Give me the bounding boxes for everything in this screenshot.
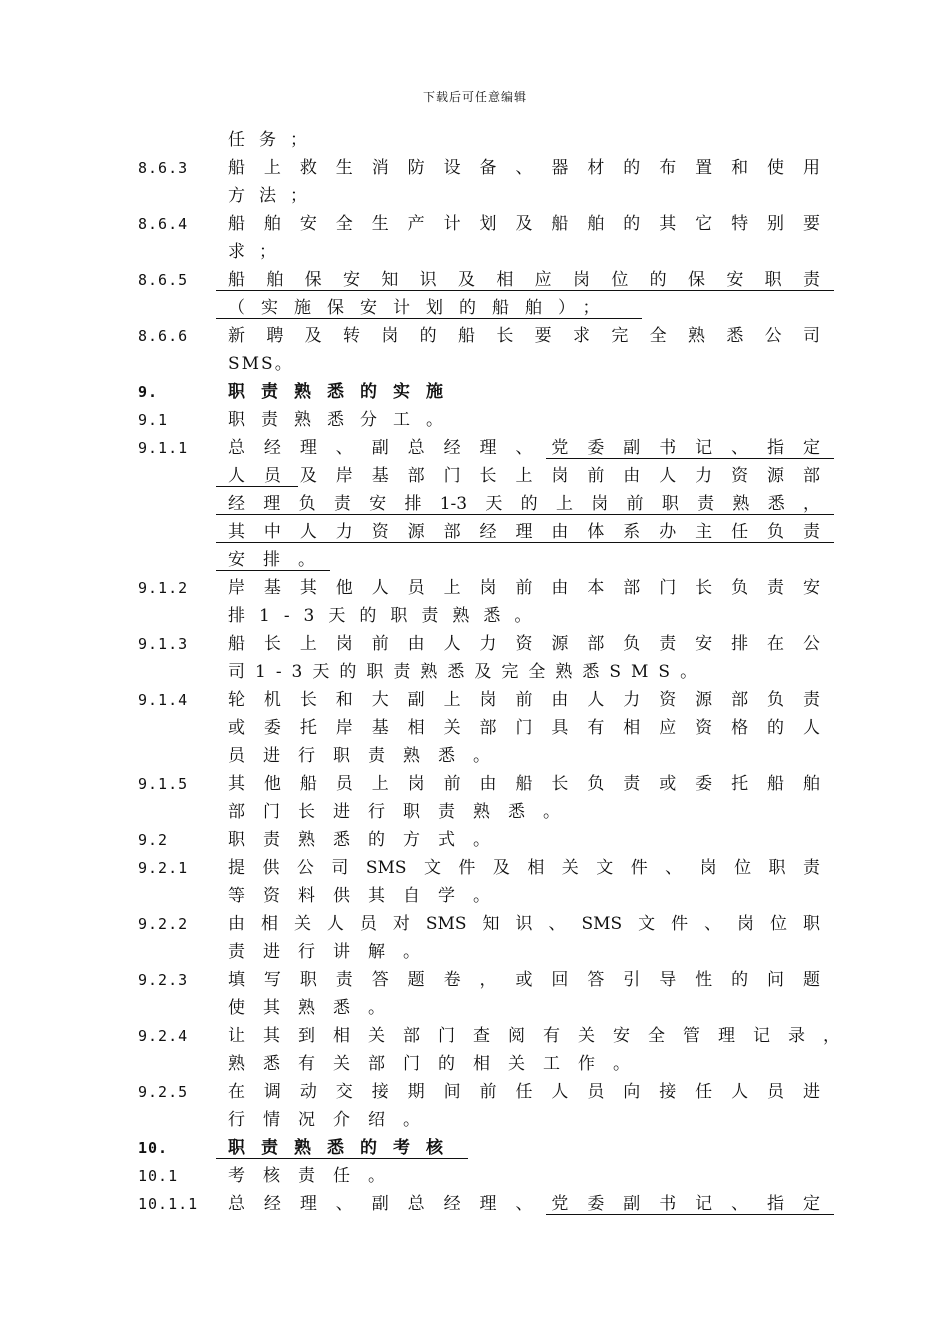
underline <box>216 318 642 319</box>
list-item <box>0 910 950 938</box>
clause-text: 由相关人员对SMS知识、SMS文件、岗位职 <box>228 914 820 934</box>
list-item <box>0 1050 950 1078</box>
clause-number: 9.1.3 <box>138 635 189 653</box>
clause-text: 任务； <box>228 130 321 150</box>
clause-text: 在调动交接期间前任人员向接任人员进 <box>228 1082 820 1102</box>
list-item <box>0 462 950 490</box>
clause-number: 9.2.4 <box>138 1027 189 1045</box>
list-item <box>0 714 950 742</box>
clause-text: 考核责任。 <box>228 1166 403 1186</box>
clause-number: 9.2.5 <box>138 1083 189 1101</box>
list-item <box>0 294 950 322</box>
underline <box>216 290 834 291</box>
clause-text: 船舶保安知识及相应岗位的保安职责 <box>228 270 820 290</box>
list-item <box>0 770 950 798</box>
clause-text: 熟悉有关部门的相关工作。 <box>228 1054 648 1074</box>
underline <box>216 570 330 571</box>
clause-number: 8.6.3 <box>138 159 189 177</box>
underline <box>546 1214 834 1215</box>
clause-text: 或委托岸基相关部门具有相应资格的人 <box>228 718 820 738</box>
list-item <box>0 1162 950 1190</box>
clause-number: 9.1.5 <box>138 775 189 793</box>
clause-number: 10.1 <box>138 1167 179 1185</box>
clause-text: 新聘及转岗的船长要求完全熟悉公司 <box>228 326 820 346</box>
list-item <box>0 630 950 658</box>
clause-text: 船舶安全生产计划及船舶的其它特别要 <box>228 214 820 234</box>
clause-number: 8.6.6 <box>138 327 189 345</box>
section-number: 10. <box>138 1139 169 1157</box>
clause-text: 员进行职责熟悉。 <box>228 746 508 766</box>
clause-text: 等资料供其自学。 <box>228 886 508 906</box>
clause-text: 船上救生消防设备、器材的布置和使用 <box>228 158 820 178</box>
clause-text: 方法； <box>228 186 321 206</box>
list-item <box>0 266 950 294</box>
clause-number: 9.2 <box>138 831 169 849</box>
list-item <box>0 742 950 770</box>
page-header: 下载后可任意编辑 <box>422 90 527 104</box>
clause-number: 9.2.1 <box>138 859 189 877</box>
list-item <box>0 434 950 462</box>
list-item <box>0 574 950 602</box>
clause-text: 排1-3天的职责熟悉。 <box>228 606 546 626</box>
list-item <box>0 686 950 714</box>
section-title: 职责熟悉的实施 <box>228 382 459 402</box>
list-item <box>0 602 950 630</box>
clause-text: 安排。 <box>228 550 333 570</box>
document-body <box>0 126 950 1218</box>
list-item <box>0 182 950 210</box>
list-item <box>0 1190 950 1218</box>
clause-text: 经理负责安排1-3天的上岗前职责熟悉， <box>228 494 820 514</box>
list-item <box>0 238 950 266</box>
underline <box>216 542 834 543</box>
section-heading <box>0 378 950 406</box>
underline <box>216 1158 468 1159</box>
underline <box>216 486 298 487</box>
list-item <box>0 210 950 238</box>
underline <box>546 458 834 459</box>
clause-text: 其中人力资源部经理由体系办主任负责 <box>228 522 820 542</box>
list-item <box>0 518 950 546</box>
list-item <box>0 546 950 574</box>
list-item <box>0 826 950 854</box>
clause-number: 9.1.4 <box>138 691 189 709</box>
clause-number: 10.1.1 <box>138 1195 199 1213</box>
clause-text: 其他船员上岗前由船长负责或委托船舶 <box>228 774 820 794</box>
clause-text: 求； <box>228 242 290 262</box>
clause-text: 总经理、副总经理、党委副书记、指定 <box>228 1194 820 1214</box>
clause-number: 8.6.5 <box>138 271 189 289</box>
clause-text: 使其熟悉。 <box>228 998 403 1018</box>
clause-number: 9.1.1 <box>138 439 189 457</box>
list-item <box>0 854 950 882</box>
clause-text: 让其到相关部门查阅有关安全管理记录， <box>228 1026 840 1046</box>
clause-text: 行情况介绍。 <box>228 1110 438 1130</box>
clause-text: 司1-3天的职责熟悉及完全熟悉SMS。 <box>228 662 708 682</box>
section-number: 9. <box>138 383 159 401</box>
list-item <box>0 994 950 1022</box>
list-item <box>0 1022 950 1050</box>
clause-text: 职责熟悉分工。 <box>228 410 459 430</box>
list-item <box>0 966 950 994</box>
clause-text: 轮机长和大副上岗前由人力资源部负责 <box>228 690 820 710</box>
clause-text: SMS。 <box>228 354 294 374</box>
clause-text: 责进行讲解。 <box>228 942 438 962</box>
list-item <box>0 350 950 378</box>
list-item <box>0 1106 950 1134</box>
clause-number: 9.1.2 <box>138 579 189 597</box>
clause-text: 船长上岗前由人力资源部负责安排在公 <box>228 634 820 654</box>
clause-text: 总经理、副总经理、党委副书记、指定 <box>228 438 820 458</box>
list-item <box>0 154 950 182</box>
list-item <box>0 1078 950 1106</box>
clause-text: 提供公司SMS文件及相关文件、岗位职责 <box>228 858 820 878</box>
clause-number: 9.2.3 <box>138 971 189 989</box>
list-item <box>0 406 950 434</box>
section-title: 职责熟悉的考核 <box>228 1138 459 1158</box>
list-item <box>0 322 950 350</box>
list-item <box>0 126 950 154</box>
clause-text: 岸基其他人员上岗前由本部门长负责安 <box>228 578 820 598</box>
underline <box>216 514 834 515</box>
list-item <box>0 882 950 910</box>
list-item <box>0 938 950 966</box>
clause-number: 9.1 <box>138 411 169 429</box>
clause-number: 8.6.4 <box>138 215 189 233</box>
list-item <box>0 658 950 686</box>
section-heading <box>0 1134 950 1162</box>
clause-text: 职责熟悉的方式。 <box>228 830 508 850</box>
clause-text: 人员及岸基部门长上岗前由人力资源部 <box>228 466 820 486</box>
clause-number: 9.2.2 <box>138 915 189 933</box>
clause-text: 部门长进行职责熟悉。 <box>228 802 578 822</box>
clause-text: 填写职责答题卷，或回答引导性的问题 <box>228 970 820 990</box>
clause-text: （实施保安计划的船舶）； <box>228 298 616 318</box>
list-item <box>0 798 950 826</box>
